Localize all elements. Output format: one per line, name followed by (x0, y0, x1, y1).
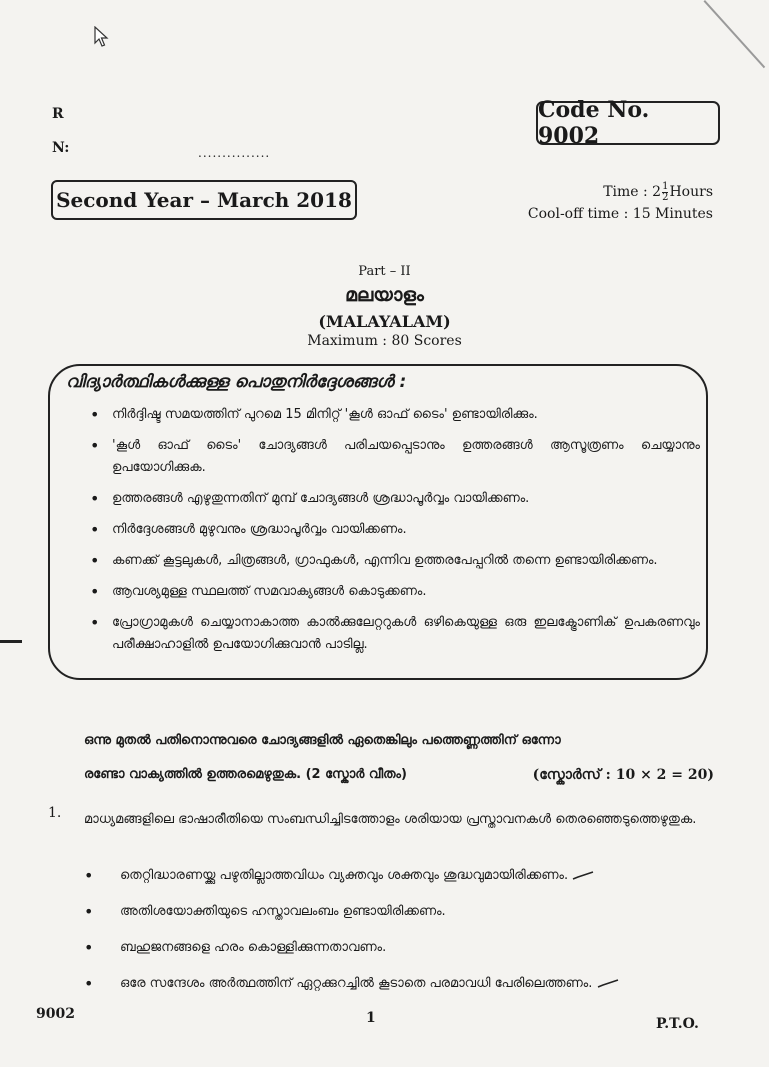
instruction-item: • 'കൂൾ ഓഫ് ടൈം' ചോദ്യങ്ങൾ പരിചയപ്പെടാനും ഉത്തരങ്ങൾ ആസൂത്രണം ചെയ്യാനും ഉപയോഗിക്കുക. (90, 435, 700, 479)
name-label: N: (52, 140, 70, 156)
section-heading-line1: ഒന്നു മുതൽ പതിനൊന്നുവരെ ചോദ്യങ്ങളിൽ ഏതെങ്കിലും പത്തെണ്ണത്തിന് ഒന്നോ (84, 733, 561, 748)
duration-fraction: $\frac{1}{2}$ (662, 180, 669, 203)
mouse-cursor-icon (94, 26, 110, 52)
question-text: മാധ്യമങ്ങളിലെ ഭാഷാരീതിയെ സംബന്ധിച്ചിടത്തോളം ശരിയായ പ്രസ്താവനകൾ തെരഞ്ഞെടുത്തെഴുതുക. (84, 812, 697, 827)
footer-code: 9002 (36, 1006, 75, 1022)
please-turn-over: P.T.O. (656, 1016, 699, 1032)
section-scores: (സ്കോർസ് : 10 × 2 = 20) (532, 767, 714, 783)
instructions-list (90, 404, 700, 665)
option-item: • ബഹുജനങ്ങളെ ഹരം കൊള്ളിക്കുന്നതാവണം. (84, 930, 724, 966)
instructions-title: വിദ്യാർത്ഥികൾക്കുള്ള പൊതുനിർദ്ദേശങ്ങൾ : (66, 372, 407, 392)
exam-session: Second Year – March 2018 (56, 188, 352, 212)
subject-name-malayalam: മലയാളം (345, 284, 424, 306)
option-item: • ഒരേ സന്ദേശം അർത്ഥത്തിന് ഏറ്റക്കുറച്ചിൽ കൂടാതെ പരമാവധി പേരിലെത്തണം. (84, 966, 724, 1002)
code-number-box (536, 97, 720, 149)
instruction-item: • ആവശ്യമുള്ള സ്ഥലത്ത് സമവാക്യങ്ങൾ കൊടുക്കണം. (90, 581, 700, 603)
margin-mark (0, 640, 22, 643)
instruction-item: • നിർദ്ദിഷ്ട സമയത്തിന് പുറമെ 15 മിനിറ്റ് 'കൂൾ ഓഫ് ടൈം' ഉണ്ടായിരിക്കും. (90, 404, 700, 426)
name-field-dots: ............... (198, 146, 271, 160)
section-heading (84, 724, 714, 792)
page-number: 1 (366, 1010, 376, 1026)
code-number: Code No. 9002 (538, 97, 650, 149)
option-item: • തെറ്റിദ്ധാരണയ്ക്കു പഴുതില്ലാത്തവിധം വ്യക്തവും ശക്തവും ശുദ്ധവുമായിരിക്കണം. (84, 858, 724, 894)
instruction-item: • പ്രോഗ്രാമുകൾ ചെയ്യാനാകാത്ത കാൽക്കുലേറ്ററുകൾ ഒഴികെയുള്ള ഒരു ഇലക്ട്രോണിക് ഉപകരണവും പരീക്ഷാഹാളിൽ ഉപയോഗിക്കുവാൻ പാടില്ല. (90, 612, 700, 656)
maximum-scores: Maximum : 80 Scores (307, 333, 462, 349)
section-heading-line2: രണ്ടോ വാക്യത്തിൽ ഉത്തരമെഴുതുക. (2 സ്കോർ വീതം) (84, 767, 407, 782)
tick-mark-icon (572, 871, 594, 881)
instruction-item: • നിർദ്ദേശങ്ങൾ മുഴുവനും ശ്രദ്ധാപൂർവ്വം വായിക്കണം. (90, 519, 700, 541)
instruction-item: • കണക്ക് കൂട്ടലുകൾ, ചിത്രങ്ങൾ, ഗ്രാഫുകൾ, എന്നിവ ഉത്തരപേപ്പറിൽ തന്നെ ഉണ്ടായിരിക്കണം. (90, 550, 700, 572)
time-info (528, 181, 713, 226)
duration: Time : 2 $\frac{1}{2}$ Hours (603, 180, 713, 203)
exam-session-box (51, 180, 357, 220)
part-label: Part – II (358, 264, 411, 279)
question-options (84, 858, 724, 1002)
tick-mark-icon (597, 979, 619, 989)
question-number: 1. (48, 805, 62, 821)
option-item: • അതിശയോക്തിയുടെ ഹസ്താവലംബം ഉണ്ടായിരിക്കണം. (84, 894, 724, 930)
register-number-label: R (52, 106, 64, 122)
instruction-item: • ഉത്തരങ്ങൾ എഴുതുന്നതിന് മുമ്പ് ചോദ്യങ്ങൾ ശ്രദ്ധാപൂർവ്വം വായിക്കണം. (90, 488, 700, 510)
page-fold-line (704, 0, 766, 68)
subject-name-english: (MALAYALAM) (318, 312, 451, 331)
cool-off-time: Cool-off time : 15 Minutes (527, 206, 713, 223)
